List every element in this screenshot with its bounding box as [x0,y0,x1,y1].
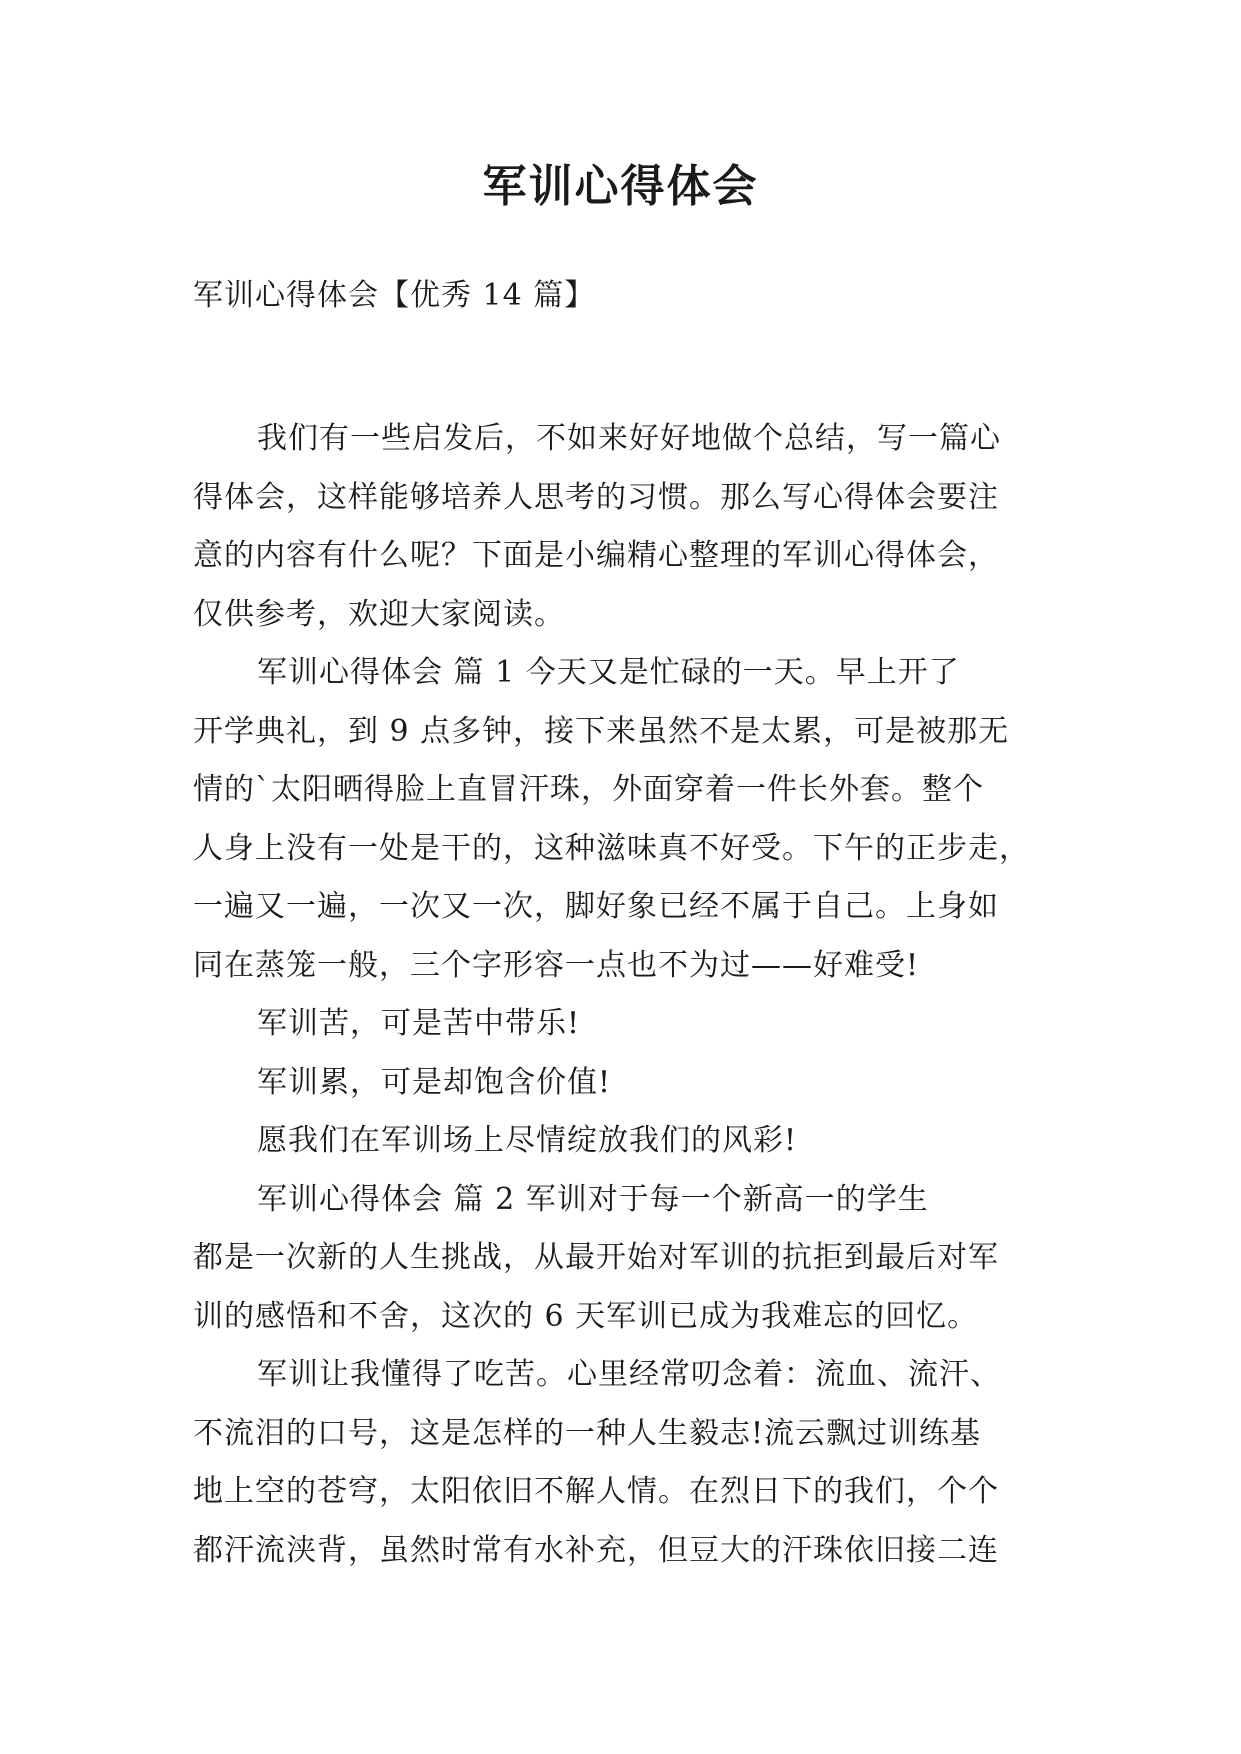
text-line: 军训苦，可是苦中带乐! [257,1006,581,1041]
text-line: 同在蒸笼一般，三个字形容一点也不为过——好难受! [193,947,920,983]
text-line: 军训让我懂得了吃苦。心里经常叨念着：流血、流汗、 [257,1357,1001,1392]
text-line: 开学典礼，到 9 点多钟，接下来虽然不是太累，可是被那无 [193,713,1010,749]
document-body [193,410,1073,1580]
text-line: 军训累，可是却饱含价值! [257,1064,612,1100]
text-line: 地上空的苍穹，太阳依旧不解人情。在烈日下的我们，个个 [193,1474,999,1509]
text-line: 意的内容有什么呢？下面是小编精心整理的军训心得体会， [193,538,999,573]
text-line: 都是一次新的人生挑战，从最开始对军训的抗拒到最后对军 [193,1240,999,1275]
page-title: 军训心得体会 [482,161,759,212]
text-line: 我们有一些启发后，不如来好好地做个总结，写一篇心 [257,421,1001,456]
text-line: 仅供参考，欢迎大家阅读。 [193,596,565,632]
text-line: 训的感悟和不舍，这次的 6 天军训已成为我难忘的回忆。 [193,1298,979,1334]
text-line: 愿我们在军训场上尽情绽放我们的风彩! [257,1123,798,1158]
text-line: 军训心得体会 篇 1 今天又是忙碌的一天。早上开了 [257,655,960,690]
text-line: 军训心得体会 篇 2 军训对于每一个新高一的学生 [257,1181,929,1217]
text-line: 得体会，这样能够培养人思考的习惯。那么写心得体会要注 [193,479,999,515]
text-line: 不流泪的口号，这是怎样的一种人生毅志!流云飘过训练基 [193,1415,982,1451]
document-subtitle: 军训心得体会【优秀 14 篇】 [193,278,596,313]
text-line: 一遍又一遍，一次又一次，脚好象已经不属于自己。上身如 [193,889,999,924]
text-line: 人身上没有一处是干的，这种滋味真不好受。下午的正步走， [193,830,1030,866]
text-line: 情的`太阳晒得脸上直冒汗珠，外面穿着一件长外套。整个 [193,772,984,807]
text-line: 都汗流浃背，虽然时常有水补充，但豆大的汗珠依旧接二连 [193,1532,999,1568]
